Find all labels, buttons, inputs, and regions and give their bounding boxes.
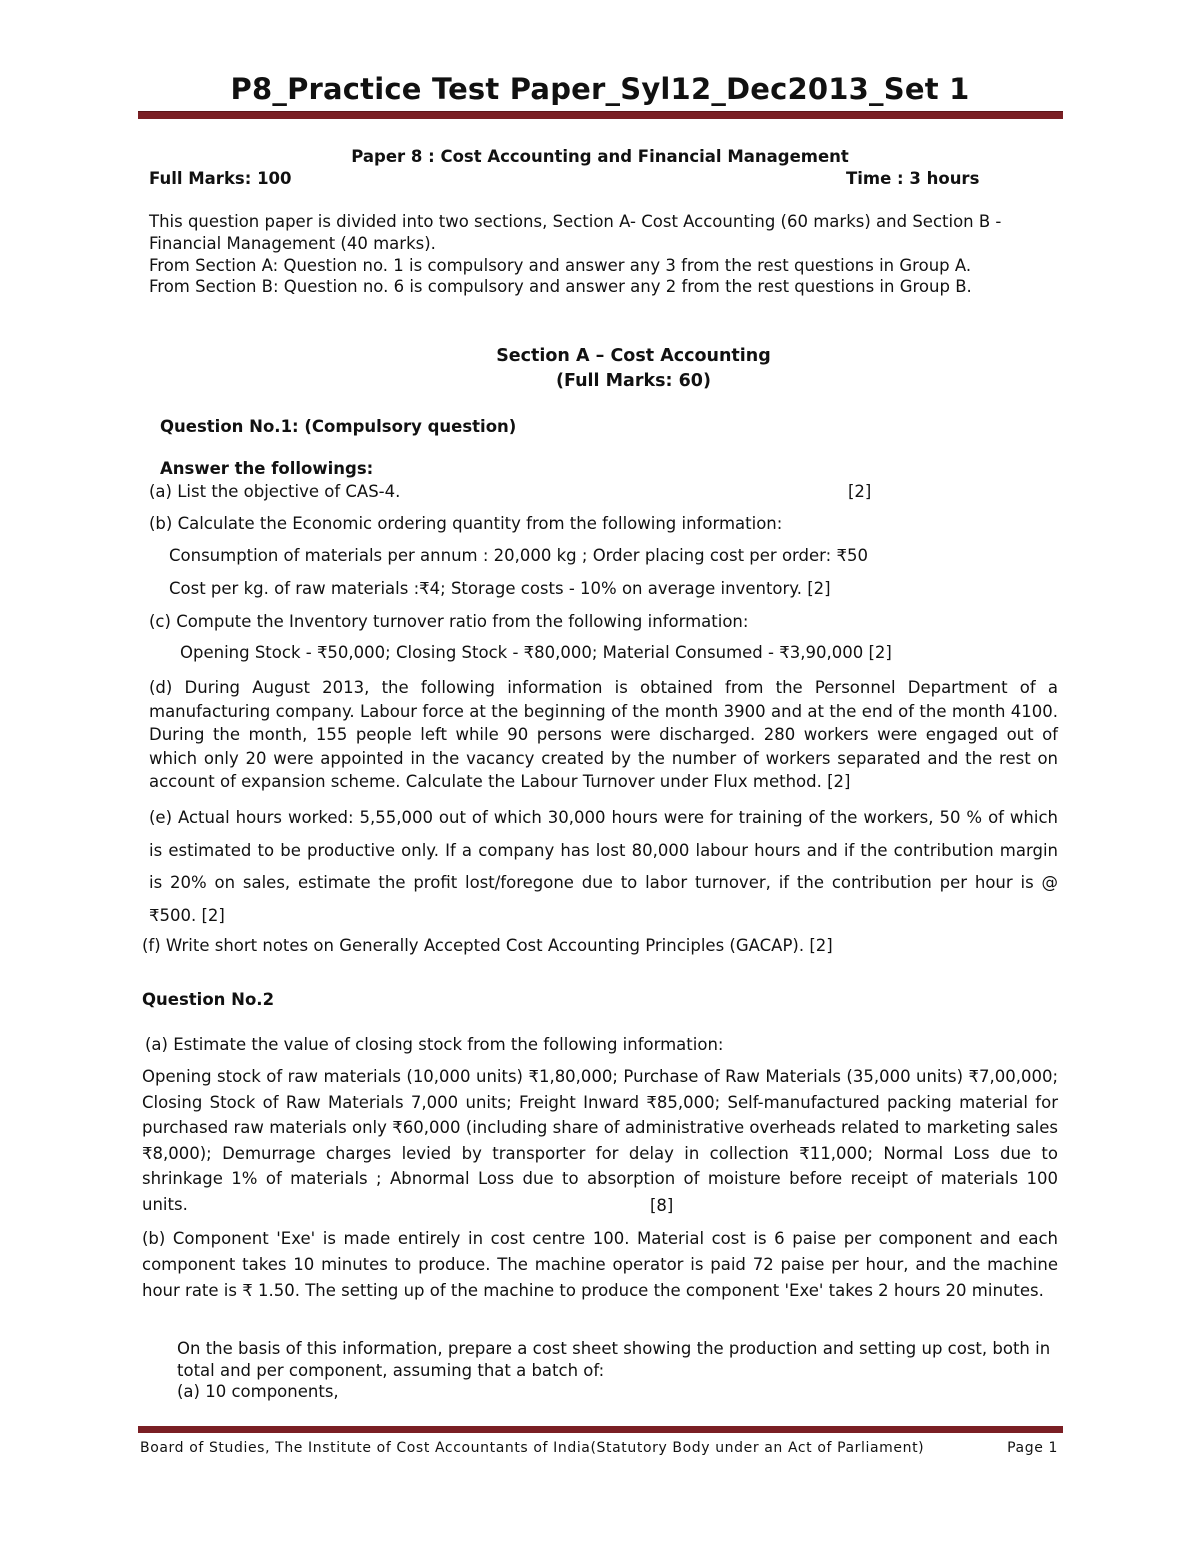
- instructions-section-a: From Section A: Question no. 1 is compulsory and answer any 3 from the rest questions in Group A.: [149, 256, 972, 275]
- section-a-marks: (Full Marks: 60): [556, 371, 711, 391]
- q1-a-marks: [2]: [848, 482, 872, 501]
- q1-b-line2: Cost per kg. of raw materials :₹4; Storage costs - 10% on average inventory. [2]: [169, 579, 831, 598]
- paper-name: Paper 8 : Cost Accounting and Financial Management: [351, 147, 849, 166]
- full-marks: Full Marks: 100: [149, 169, 292, 188]
- q2-a-body: Opening stock of raw materials (10,000 units) ₹1,80,000; Purchase of Raw Materials (35,000 units) ₹7,00,000; Closing Stock of Raw Materials 7,000 units; Freight Inward ₹85,000; Self-manufactured packing material for purchased raw materials only ₹60,000 (including share of administrative overheads related to marketing sales ₹8,000); Demurrage charges levied by transporter for delay in collection ₹11,000; Normal Loss due to shrinkage 1% of materials ; Abnormal Loss due to absorption of moisture before receipt of materials 100 units.: [142, 1067, 1058, 1214]
- q1-a-text: (a) List the objective of CAS-4.: [149, 482, 401, 501]
- q2-b-item-a: (a) 10 components,: [177, 1382, 339, 1401]
- q1-b-line1: Consumption of materials per annum : 20,000 kg ; Order placing cost per order: ₹50: [169, 546, 868, 565]
- q1-c-line1: Opening Stock - ₹50,000; Closing Stock - ₹80,000; Material Consumed - ₹3,90,000 [2]: [180, 643, 892, 662]
- q1-d-text: (d) During August 2013, the following information is obtained from the Personnel Department of a manufacturing company. Labour force at the beginning of the month 3900 and at the end of the month 4100. During the month, 155 people left while 90 persons were discharged. 280 workers were engaged out of which only 20 were appointed in the vacancy created by the number of workers separated and the rest on account of expansion scheme. Calculate the Labour Turnover under Flux method. [2]: [149, 678, 1058, 791]
- instructions-intro: This question paper is divided into two sections, Section A- Cost Accounting (60 marks) and Section B - Financial Management (40 marks).: [149, 212, 1002, 253]
- q2-heading: Question No.2: [142, 990, 275, 1009]
- q2-b-text: (b) Component 'Exe' is made entirely in cost centre 100. Material cost is 6 paise per component and each component takes 10 minutes to produce. The machine operator is paid 72 paise per hour, and the machine hour rate is ₹ 1.50. The setting up of the machine to produce the component 'Exe' takes 2 hours 20 minutes.: [142, 1229, 1058, 1300]
- q1-f-text: (f) Write short notes on Generally Accepted Cost Accounting Principles (GACAP). [2]: [142, 936, 833, 955]
- q2-a-text: (a) Estimate the value of closing stock from the following information:: [145, 1035, 724, 1054]
- q1-c-text: (c) Compute the Inventory turnover ratio from the following information:: [149, 612, 749, 631]
- page-title: P8_Practice Test Paper_Syl12_Dec2013_Set 1: [230, 72, 970, 106]
- q2-b-basis: On the basis of this information, prepare a cost sheet showing the production and setting up cost, both in total and per component, assuming that a batch of:: [177, 1339, 1051, 1380]
- section-a-title: Section A – Cost Accounting: [496, 346, 771, 366]
- footer-rule: [138, 1426, 1063, 1433]
- footer: [140, 1440, 1058, 1456]
- time-allowed: Time : 3 hours: [846, 169, 980, 188]
- header-rule: [138, 111, 1063, 119]
- q1-e-text: (e) Actual hours worked: 5,55,000 out of which 30,000 hours were for training of the workers, 50 % of which is estimated to be productive only. If a company has lost 80,000 labour hours and if the contribution margin is 20% on sales, estimate the profit lost/foregone due to labor turnover, if the contribution per hour is @ ₹500. [2]: [149, 808, 1058, 926]
- instructions-section-b: From Section B: Question no. 6 is compulsory and answer any 2 from the rest questions in Group B.: [149, 277, 972, 296]
- q1-b-text: (b) Calculate the Economic ordering quantity from the following information:: [149, 514, 783, 533]
- q1-heading: Question No.1: (Compulsory question): [160, 417, 517, 436]
- footer-organization: Board of Studies, The Institute of Cost Accountants of India(Statutory Body under an Act of Parliament): [140, 1440, 925, 1456]
- page-number: Page 1: [1007, 1440, 1058, 1456]
- q2-a-marks: [8]: [650, 1196, 674, 1215]
- q1-answer-heading: Answer the followings:: [160, 459, 374, 478]
